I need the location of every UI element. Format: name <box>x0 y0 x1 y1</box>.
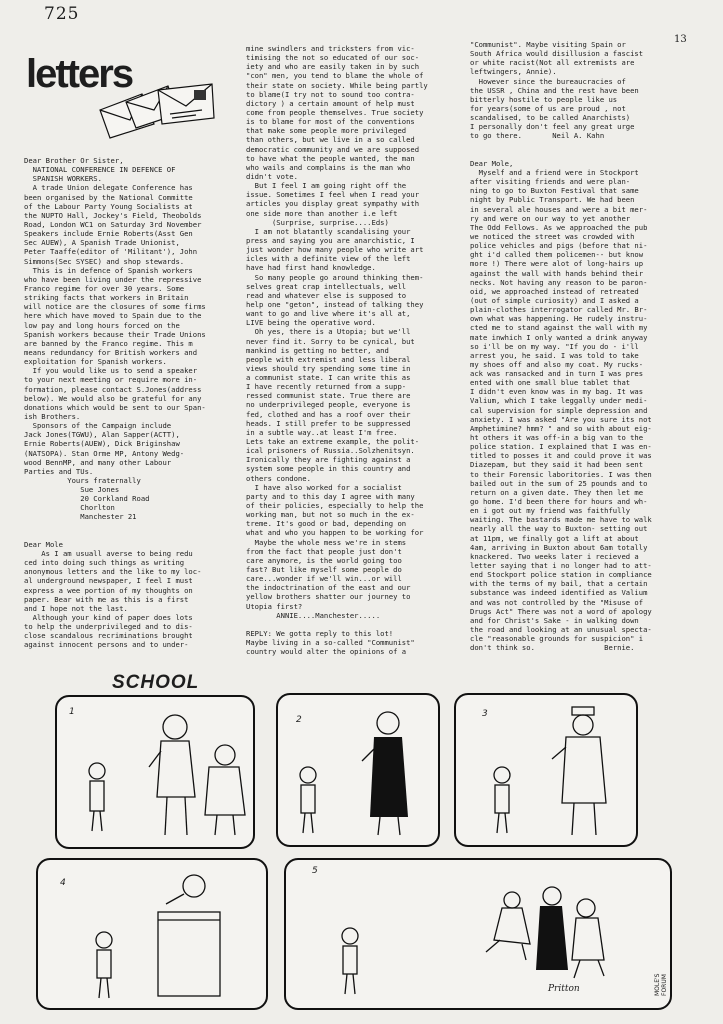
text-line <box>470 141 685 150</box>
text-line: nearly all the way to Buxton- setting out <box>470 524 648 534</box>
text-line: necks. Not having any reason to be paron- <box>470 277 648 287</box>
text-line: to have what the people wanted, the man <box>246 153 415 163</box>
text-line: night by Public Transport. We had been <box>470 195 635 205</box>
text-line: democratic community and we are supposed <box>246 144 420 154</box>
text-line: to your next meeting or require more in- <box>24 375 198 385</box>
text-line: Spanish workers because their Trade Unions <box>24 329 206 339</box>
text-line: own what was happening. He rudely instru- <box>470 314 648 324</box>
text-line: "con" men, you tend to blame the whole of <box>246 71 424 81</box>
text-line: plain-clothes interrogator called Mr. Br- <box>470 305 648 315</box>
text-line: with the terms of my bail, that a certain <box>470 579 648 589</box>
text-line: Sue Jones <box>24 485 120 495</box>
letter-column-3 <box>470 40 685 652</box>
text-line: have had first hand knowledge. <box>246 263 376 273</box>
text-line: in several ale houses and were a bit mer- <box>470 204 648 214</box>
text-line: selves great crap intellectuals, well <box>246 281 407 291</box>
text-line: mate inwhich I only wanted a drink anyway <box>470 332 648 342</box>
policeman-and-child-drawing <box>456 695 636 845</box>
text-line: the NUPTO Hall, Jockey's Field, Theobolds <box>24 210 202 220</box>
text-line: who wails and complains is the man who <box>246 162 411 172</box>
text-line: Speakers include Ernie Roberts(Asst Gen <box>24 229 193 239</box>
text-line: ry and were on our way to yet another <box>470 213 631 223</box>
text-line: If you would like us to send a speaker <box>24 366 198 376</box>
text-line: mine swindlers and tricksters from vic- <box>246 44 415 53</box>
text-line: no underprivileged people, everyone is <box>246 400 411 410</box>
text-line: Dear Brother Or Sister, <box>24 156 124 165</box>
text-line: (NATSOPA). Stan Orme MP, Antony Wedg- <box>24 448 185 458</box>
text-line: of their policies, especially to help the <box>246 501 424 511</box>
text-line: Simmons(Sec SYSEC) and shop stewards. <box>24 256 185 266</box>
text-line: than others, but we live in a so called <box>246 135 415 145</box>
text-line: Lets take an extreme example, the polit- <box>246 437 420 447</box>
text-line: exploitation for Spanish workers. <box>24 357 167 367</box>
panel-number: 1 <box>69 707 75 717</box>
text-line: knackered. Two weeks later i recieved a <box>470 551 639 561</box>
text-line: end Stockport police station in compliance <box>470 570 652 580</box>
letter-column-1 <box>24 156 239 650</box>
text-line <box>470 150 685 159</box>
text-line: people with extremist and less liberal <box>246 354 411 364</box>
text-line: we noticed the street was crowded with <box>470 231 635 241</box>
text-line: in a subtle way..at least I'm free. <box>246 427 398 437</box>
text-line: Myself and a friend were in Stockport <box>470 167 639 177</box>
comic-panel-3 <box>454 693 638 847</box>
text-line: But I feel I am going right off the <box>246 181 407 191</box>
text-line: ressed communist state. True there are <box>246 391 411 401</box>
text-line: never find it. Sorry to be cynical, but <box>246 336 415 346</box>
comic-panel-4 <box>36 858 268 1010</box>
text-line: A trade Union delegate Conference has <box>24 183 193 193</box>
text-line: mankind is getting no better, and <box>246 345 389 355</box>
text-line: one side more than another i.e left <box>246 208 398 218</box>
text-line: dictory ) a certain amount of help must <box>246 98 415 108</box>
text-line <box>24 522 239 531</box>
text-line: As I am usuall averse to being redu <box>24 549 193 559</box>
text-line: fast? But like myself some people do <box>246 565 402 575</box>
comic-panel-2 <box>276 693 440 847</box>
text-line: low pay and long hours forced on the <box>24 320 180 330</box>
text-line: However since the bureaucracies of <box>470 76 626 86</box>
text-line: Maybe the whole mess we're in stems <box>246 537 407 547</box>
text-line: help one "geton", instead of talking they <box>246 299 424 309</box>
text-line: (Surprise, surprise....Eds) <box>246 217 389 227</box>
text-line: express a wee portion of my thoughts on <box>24 585 193 595</box>
text-line: icles with a definite view of the left <box>246 254 411 264</box>
text-line: Ernie Roberts(AUEW), Dick Briginshaw <box>24 439 180 449</box>
panel-number: 2 <box>296 715 302 725</box>
text-line: I didn't even know was in my bag. It was <box>470 387 644 397</box>
text-line: care...wonder if we'll win...or will <box>246 574 402 584</box>
text-line: a communist state. I can write this as <box>246 373 411 383</box>
text-line: oid, we approached instead of retreated <box>470 286 639 296</box>
text-line: Ironically they are fighting against a <box>246 455 411 465</box>
text-line: been organised by the National Committe <box>24 192 193 202</box>
text-line: to their Forensic laboritories. I was then <box>470 469 652 479</box>
text-line: leftwingers, Annie). <box>470 67 557 77</box>
text-line: Although your kind of paper does lots <box>24 613 193 623</box>
text-line: NATIONAL CONFERENCE IN DEFENCE OF <box>24 165 176 175</box>
text-line: SPANISH WORKERS. <box>24 174 102 184</box>
text-line: waiting. The bastards made me have to walk <box>470 515 652 525</box>
text-line: for years(some of us are proud , not <box>470 103 626 113</box>
text-line: didn't vote. <box>246 171 298 181</box>
text-line: against the wall with hands behind their <box>470 268 644 278</box>
text-line: views should try spending some time in <box>246 363 411 373</box>
letters-envelopes-drawing <box>96 80 220 142</box>
text-line: press and saying you are anarchistic, I <box>246 235 415 245</box>
text-line: others condone. <box>246 473 311 483</box>
text-line <box>246 620 464 629</box>
stamp-icon <box>194 90 206 100</box>
text-line: Diazepam, but they said it had been sent <box>470 460 644 470</box>
text-line: Amphetimine? hmm? " and so with about eig- <box>470 423 652 433</box>
vertical-credit: MOLE'S FORUM <box>654 973 668 996</box>
text-line: REPLY: We gotta reply to this lot! <box>246 629 394 638</box>
text-line: anonymous letters and the like to my loc- <box>24 567 202 577</box>
text-line: system some people in this country and <box>246 464 411 474</box>
text-line: titled to posses it and could prove it was <box>470 451 652 461</box>
text-line: en i got out my friend was faithfully <box>470 506 631 516</box>
text-line: cle "reasonable grounds for suspicion" i <box>470 634 644 644</box>
text-line: after visiting friends and were plan- <box>470 177 631 187</box>
figures-marching-drawing <box>286 860 670 1008</box>
text-line: Peter Taaffe(editor of 'Militant'), John <box>24 247 198 257</box>
text-line: This is in defence of Spanish workers <box>24 265 193 275</box>
text-line: to help the underprivileged and to dis- <box>24 622 193 632</box>
priest-and-child-drawing <box>278 695 438 845</box>
text-line: cted me to stand against the wall with my <box>470 323 648 333</box>
text-line: who have been living under the repressive <box>24 274 202 284</box>
text-line: more !) There were alot of long-hairs up <box>470 259 644 269</box>
text-line: cal supervision for simple depression and <box>470 405 648 415</box>
page-number: 725 <box>44 4 80 24</box>
text-line: heads. I still prefer to be suppressed <box>246 418 411 428</box>
teacher-and-children-drawing <box>57 697 253 847</box>
text-line: So many people go around thinking them- <box>246 272 424 282</box>
text-line: party and to this day I agree with many <box>246 491 415 501</box>
text-line: arrest you, he said. I was told to take <box>470 350 639 360</box>
text-line: just wonder how many people who write art <box>246 245 424 255</box>
text-line <box>24 531 239 540</box>
text-line: fed, clothed and has a roof over their <box>246 409 411 419</box>
speaker-at-podium-drawing <box>38 860 266 1008</box>
text-line: I have also worked for a socialist <box>246 482 402 492</box>
text-line: and for Christ's Sake - in walking down <box>470 615 639 625</box>
text-line: or white racist(Not all extremists are <box>470 58 635 68</box>
artist-signature: Pritton <box>548 984 580 994</box>
text-line: Yours fraternally <box>24 475 141 485</box>
text-line: the road and looking at an unusual specta- <box>470 625 652 634</box>
text-line: bailed out in the sum of 25 pounds and to <box>470 478 648 488</box>
text-line: anxiety. I was asked "Are you sure its not <box>470 414 652 424</box>
text-line: Franco regime for over 30 years. Some <box>24 283 185 293</box>
text-line: means redundancy for British workers and <box>24 347 198 357</box>
letter-column-2 <box>246 44 464 656</box>
text-line: from the fact that people just don't <box>246 546 402 556</box>
comic-panel-5 <box>284 858 672 1010</box>
text-line: and was not controlled by the "Misuse of <box>470 597 644 607</box>
text-line: police station. I explained that I was en- <box>470 442 652 452</box>
text-line: of the Labour Party Young Socialists at <box>24 201 193 211</box>
text-line: al underground newspaper, I feel I must <box>24 576 193 586</box>
text-line: (out of simple curiosity) and I asked a <box>470 295 639 305</box>
text-line: 4am, arriving in Buxton about 6am totally <box>470 542 648 552</box>
text-line: Valium, which I take leggally under medi- <box>470 396 648 406</box>
text-line: LIVE being the operative word. <box>246 318 376 328</box>
text-line: read and whatever else is supposed to <box>246 290 407 300</box>
text-line: Dear Mole, <box>470 158 514 168</box>
text-line: Sec AUEW), A Spanish Trade Unionist, <box>24 238 180 248</box>
text-line: will notice are the closures of some firms <box>24 302 206 312</box>
text-line: below). We would also be grateful for any <box>24 393 202 403</box>
text-line: The Odd Fellows. As we approached the pub <box>470 222 648 232</box>
text-line: to go there. Neil A. Kahn <box>470 131 605 141</box>
text-line: close scandalous recriminations brought <box>24 631 193 641</box>
text-line: South Africa would disillusion a fascist <box>470 49 644 59</box>
text-line: at 11pm, we finally got a lift at about <box>470 533 639 543</box>
text-line: go home. I'd been there for hours and wh- <box>470 497 648 507</box>
panel-number: 4 <box>60 878 66 888</box>
text-line: their state on society. While being partly <box>246 80 428 90</box>
text-line: Manchester 21 <box>24 512 137 522</box>
corner-number: 13 <box>674 34 687 45</box>
text-line: want to go and live where it's all at, <box>246 309 411 319</box>
text-line: ght i'd called them policemen-- but know <box>470 250 644 260</box>
text-line: Dear Mole <box>24 539 63 549</box>
text-line: return on a given date. They then let me <box>470 487 644 497</box>
text-line: ack was ransacked and in turn I was pres <box>470 369 644 379</box>
text-line: working man, but not so much in the ex- <box>246 510 415 520</box>
text-line: Road, London WC1 on Saturday 3rd November <box>24 219 202 229</box>
text-line: Drugs Act" There was not a word of apology <box>470 606 652 616</box>
letters-masthead: letters <box>26 52 133 96</box>
text-line: bitterly hostile to people like us <box>470 94 618 104</box>
text-line: the USSR , China and the rest have been <box>470 85 639 95</box>
text-line: paper. Bear with me as this is a first <box>24 594 189 604</box>
text-line: Jack Jones(TGWU), Alan Sapper(ACTT), <box>24 430 180 440</box>
comic-panel-1 <box>55 695 255 849</box>
text-line: and I hope not the last. <box>24 603 128 613</box>
text-line: against innocent persons and to under- <box>24 640 189 650</box>
text-line: timising the not so educated of our soc- <box>246 53 420 63</box>
text-line: so i'll be on my way. "If you do - i'll <box>470 341 639 351</box>
text-line: yellow brothers shatter our journey to <box>246 592 411 602</box>
text-line: is to blame for most of the conventions <box>246 117 415 127</box>
text-line: ht others it was off-in a big van to the <box>470 433 644 443</box>
text-line: ish Brothers. <box>24 411 81 421</box>
text-line: ented with one small blue tablet that <box>470 378 631 388</box>
text-line: don't think so. Bernie. <box>470 643 635 653</box>
text-line: that make some people more privileged <box>246 126 407 136</box>
text-line: police vehicles and pigs (before that ni- <box>470 241 648 251</box>
text-line: donations which would be sent to our Span- <box>24 402 206 412</box>
text-line: substance was indeed identified as Valium <box>470 588 648 598</box>
text-line: care anymore, is the world going too <box>246 555 402 565</box>
text-line: "Communist". Maybe visiting Spain or <box>470 40 626 49</box>
text-line: here which have moved to Spain due to the <box>24 311 202 321</box>
text-line: what and who you happen to be working for <box>246 528 424 538</box>
text-line: country would alter the opinions of a <box>246 647 407 657</box>
text-line: are banned by the Franco regime. This m <box>24 338 193 348</box>
text-line: my shoes off and also my coat. My rucks- <box>470 359 644 369</box>
text-line: Utopia first? <box>246 601 303 611</box>
text-line: I have recently returned from a supp- <box>246 382 407 392</box>
text-line: ical prisoners of Russia..Solzhenitsyn. <box>246 446 415 456</box>
text-line: the indoctrination of the east and our <box>246 583 411 593</box>
text-line: Oh yes, there is a Utopia; but we'll <box>246 327 411 337</box>
text-line: I am not blatantly scandalising your <box>246 226 411 236</box>
text-line: articles you display great sympathy with <box>246 199 420 209</box>
text-line: come from people themselves. True society <box>246 107 424 117</box>
text-line: Sponsors of the Campaign include <box>24 421 172 431</box>
text-line: wood BennMP, and many other Labour <box>24 457 172 467</box>
panel-number: 3 <box>482 709 488 719</box>
text-line: iety and who are easily taken in by such <box>246 62 420 72</box>
text-line: ning to go to Buxton Festival that same <box>470 186 639 196</box>
text-line: Parties and TUs. <box>24 466 94 476</box>
text-line: ANNIE....Manchester..... <box>246 610 381 620</box>
text-line: to blame(I try not to sound too contra- <box>246 89 415 99</box>
text-line: I personally don't feel any great urge <box>470 122 635 132</box>
text-line: striking facts that workers in Britain <box>24 293 189 303</box>
comic-title: SCHOOL <box>112 672 200 693</box>
text-line: 20 Corkland Road <box>24 494 150 504</box>
text-line: letter saying that i no longer had to att- <box>470 561 652 571</box>
text-line: treme. It's good or bad, depending on <box>246 519 407 529</box>
text-line: Maybe living in a so-called "Communist" <box>246 638 415 648</box>
text-line: issue. Sometimes I feel when I read your <box>246 190 420 200</box>
text-line: ced into doing such things as writing <box>24 558 185 568</box>
text-line: formation, please contact S.Jones(address <box>24 384 202 394</box>
text-line: scandalised, to be called Anarchists) <box>470 113 631 123</box>
panel-number: 5 <box>312 866 318 876</box>
text-line: Chorlton <box>24 503 115 513</box>
